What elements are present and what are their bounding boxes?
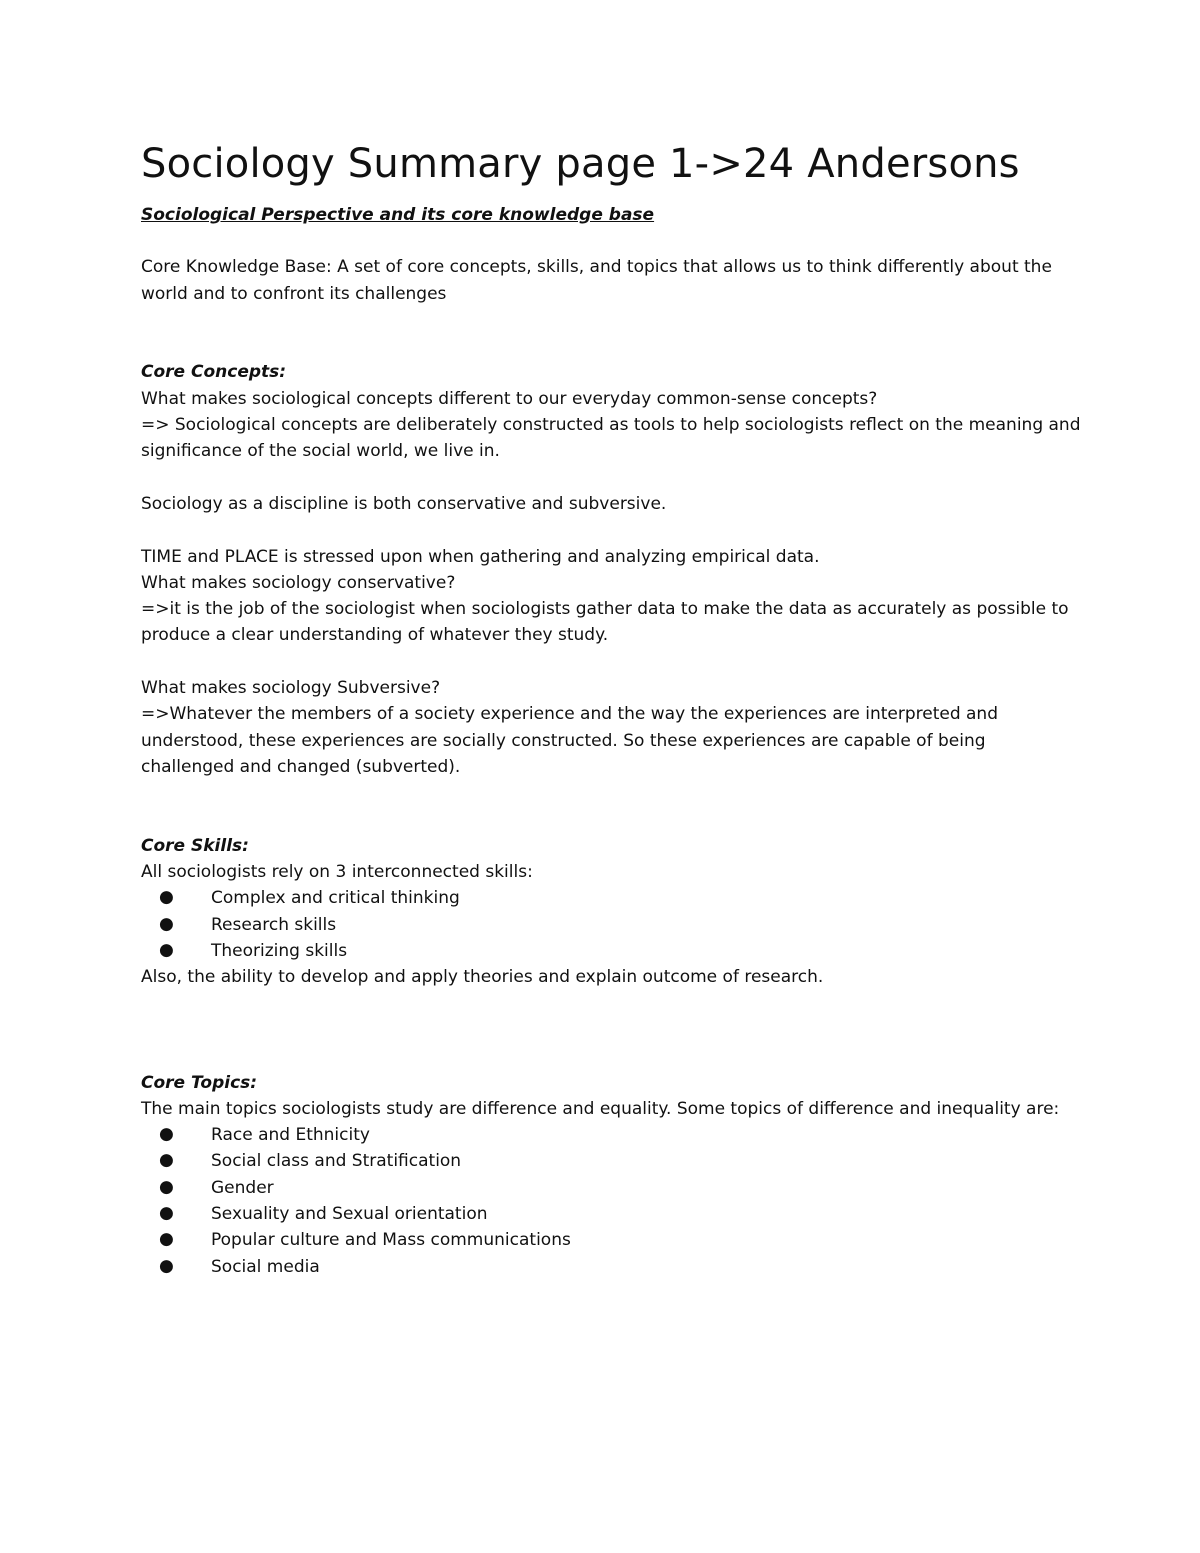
concepts-answer-3: =>Whatever the members of a society experience and the way the experiences are interpreted and understood, these experiences are socially constructed. So these experiences are capable of being challenged and changed (subverted). [141,704,998,777]
concepts-answer-1: => Sociological concepts are deliberately constructed as tools to help sociologists reflect on the meaning and significance of the social world, we live in. [141,415,1081,462]
section-subheading: Sociological Perspective and its core knowledge base [141,205,655,225]
skills-after: Also, the ability to develop and apply theories and explain outcome of research. [141,967,824,988]
list-item: ● Gender [141,1175,1081,1201]
list-item: ● Theorizing skills [141,938,1081,964]
list-item: ● Research skills [141,912,1081,938]
bullet-icon: ● [159,887,174,908]
concepts-question-1: What makes sociological concepts different to our everyday common-sense concepts? [141,388,878,409]
list-item: ● Race and Ethnicity [141,1122,1081,1148]
bullet-icon: ● [159,1124,174,1145]
skills-list [141,885,1081,964]
core-topics-heading: Core Topics: [141,1072,258,1093]
bullet-icon: ● [159,1176,174,1197]
topics-lead: The main topics sociologists study are difference and equality. Some topics of difference and inequality are: [141,1098,1060,1119]
core-skills-heading: Core Skills: [141,835,249,856]
concepts-paragraph-3: TIME and PLACE is stressed upon when gathering and analyzing empirical data. [141,546,820,567]
list-item: ● Sexuality and Sexual orientation [141,1201,1081,1227]
concepts-answer-2: =>it is the job of the sociologist when sociologists gather data to make the data as accurately as possible to produce a clear understanding of whatever they study. [141,599,1069,646]
document-title: Sociology Summary page 1->24 Andersons [141,141,1020,187]
skills-lead: All sociologists rely on 3 interconnected skills: [141,862,533,883]
list-item: ● Popular culture and Mass communications [141,1227,1081,1253]
topics-list [141,1122,1081,1280]
bullet-icon: ● [159,1150,174,1171]
list-item: ● Social media [141,1254,1081,1280]
list-item: ● Complex and critical thinking [141,885,1081,911]
list-item: ● Social class and Stratification [141,1148,1081,1174]
bullet-icon: ● [159,1229,174,1250]
bullet-icon: ● [159,940,174,961]
concepts-question-3: What makes sociology Subversive? [141,678,441,699]
bullet-icon: ● [159,913,174,934]
document-page [141,138,1081,1280]
core-concepts-heading: Core Concepts: [141,362,287,383]
bullet-icon: ● [159,1255,174,1276]
intro-paragraph: Core Knowledge Base: A set of core concepts, skills, and topics that allows us to think differently about the world and to confront its challenges [141,257,1052,304]
concepts-paragraph-2: Sociology as a discipline is both conservative and subversive. [141,493,667,514]
concepts-question-2: What makes sociology conservative? [141,572,456,593]
bullet-icon: ● [159,1202,174,1223]
